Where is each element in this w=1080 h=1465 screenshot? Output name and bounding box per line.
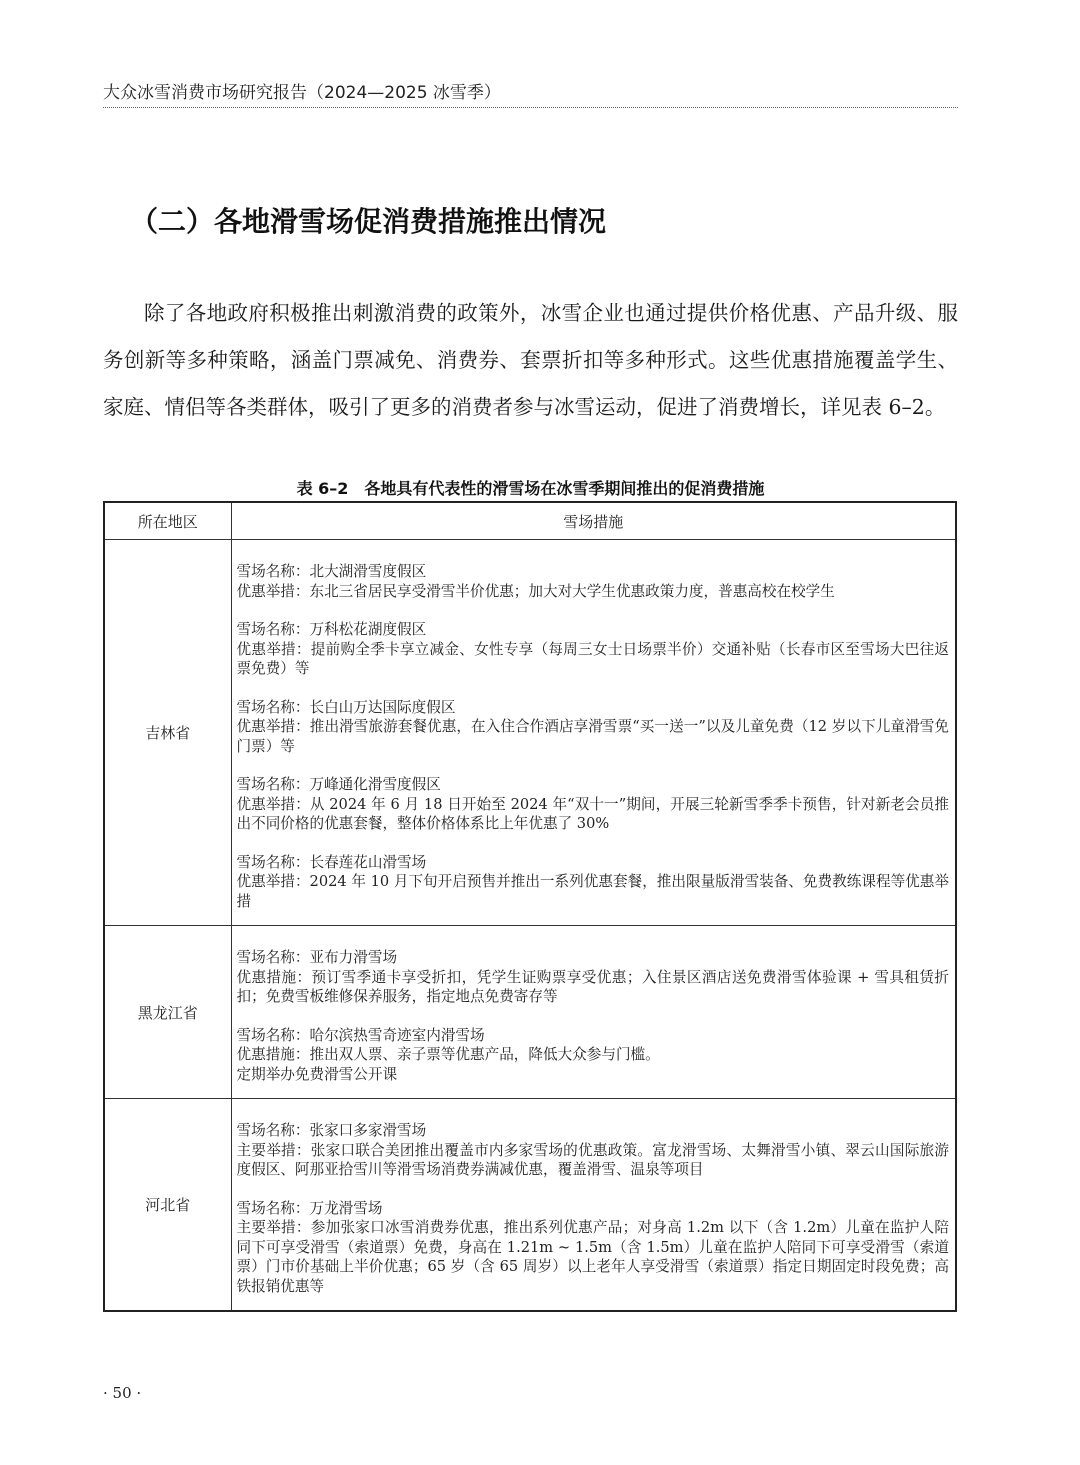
resort-name: 雪场名称：亚布力滑雪场 [236, 949, 398, 966]
header-divider [103, 107, 958, 108]
resort-measure: 优惠举措：2024 年 10 月下旬开启预售并推出一系列优惠套餐，推出限量版滑雪装备、免费教练课程等优惠举措 [236, 873, 949, 910]
resort-entry [237, 853, 950, 912]
section-heading: （二）各地滑雪场促消费措施推出情况 [130, 205, 607, 238]
resort-measure: 优惠措施：预订雪季通卡享受折扣，凭学生证购票享受优惠；入住景区酒店送免费滑雪体验课 + 雪具租赁折扣；免费雪板维修保养服务，指定地点免费寄存等 [236, 968, 949, 1005]
resort-entry [237, 620, 950, 679]
resort-measure: 优惠举措：推出滑雪旅游套餐优惠，在入住合作酒店享滑雪票“买一送一”以及儿童免费（12 岁以下儿童滑雪免门票）等 [236, 718, 949, 755]
region-cell: 吉林省 [104, 540, 231, 926]
resort-entry [237, 948, 950, 1007]
resort-entry [237, 698, 950, 757]
resort-measure: 优惠举措：提前购全季卡享立减金、女性专享（每周三女士日场票半价）交通补贴（长春市区至雪场大巴往返票免费）等 [236, 640, 949, 677]
region-cell: 河北省 [104, 1099, 231, 1312]
resort-name: 雪场名称：北大湖滑雪度假区 [236, 563, 427, 580]
resort-entry [237, 1199, 950, 1297]
column-header-region: 所在地区 [104, 502, 231, 540]
measures-cell [231, 540, 956, 926]
column-header-measures: 雪场措施 [231, 502, 956, 540]
resort-measure: 优惠举措：从 2024 年 6 月 18 日开始至 2024 年“双十一”期间，开展三轮新雪季季卡预售，针对新老会员推出不同价格的优惠套餐，整体价格体系比上年优惠了 30% [236, 795, 949, 832]
table-row [104, 926, 956, 1099]
running-header: 大众冰雪消费市场研究报告（2024—2025 冰雪季） [103, 83, 501, 103]
resort-entry [237, 1026, 950, 1085]
page-number: · 50 · [103, 1384, 142, 1402]
resort-name: 雪场名称：哈尔滨热雪奇迹室内滑雪场 [236, 1026, 485, 1044]
resort-entry [237, 1121, 950, 1180]
resort-name: 雪场名称：万科松花湖度假区 [236, 621, 427, 638]
table-row [104, 540, 956, 926]
measures-table [103, 501, 957, 1312]
measures-cell [231, 1099, 956, 1312]
region-cell: 黑龙江省 [104, 926, 231, 1099]
resort-measure: 定期举办免费滑雪公开课 [236, 1065, 398, 1083]
resort-name: 雪场名称：万龙滑雪场 [236, 1199, 383, 1217]
table-row [104, 1099, 956, 1312]
table-caption: 表 6–2 各地具有代表性的滑雪场在冰雪季期间推出的促消费措施 [296, 479, 765, 498]
resort-entry [237, 562, 950, 601]
resort-measure: 主要举措：参加张家口冰雪消费券优惠，推出系列优惠产品；对身高 1.2m 以下（含 1.2m）儿童在监护人陪同下可享受滑雪（索道票）免费，身高在 1.21m ~ 1.5m（含 1.5m）儿童在监护人陪同下可享受滑雪（索道票）门市价基础上半价优惠；65 岁（含 65 周岁）以上老年人享受滑雪（索道票）指定日期固定时段免费；高铁报销优惠等 [236, 1219, 949, 1295]
resort-entry [237, 775, 950, 834]
table-header-row [104, 502, 956, 540]
table-body [104, 540, 956, 1312]
resort-measure: 优惠举措：东北三省居民享受滑雪半价优惠；加大对大学生优惠政策力度，普惠高校在校学生 [236, 582, 835, 600]
resort-name: 雪场名称：长春莲花山滑雪场 [236, 853, 427, 871]
body-paragraph: 除了各地政府积极推出刺激消费的政策外，冰雪企业也通过提供价格优惠、产品升级、服务创新等多种策略，涵盖门票减免、消费券、套票折扣等多种形式。这些优惠措施覆盖学生、家庭、情侣等各类群体，吸引了更多的消费者参与冰雪运动，促进了消费增长，详见表 6–2。 [103, 301, 958, 419]
resort-name: 雪场名称：万峰通化滑雪度假区 [236, 776, 441, 793]
resort-measure: 优惠措施：推出双人票、亲子票等优惠产品，降低大众参与门槛。 [236, 1046, 660, 1063]
measures-cell [231, 926, 956, 1099]
resort-measure: 主要举措：张家口联合美团推出覆盖市内多家雪场的优惠政策。富龙滑雪场、太舞滑雪小镇、翠云山国际旅游度假区、阿那亚拾雪川等滑雪场消费券满减优惠，覆盖滑雪、温泉等项目 [236, 1141, 949, 1178]
resort-name: 雪场名称：张家口多家滑雪场 [236, 1122, 427, 1139]
resort-name: 雪场名称：长白山万达国际度假区 [236, 698, 456, 716]
